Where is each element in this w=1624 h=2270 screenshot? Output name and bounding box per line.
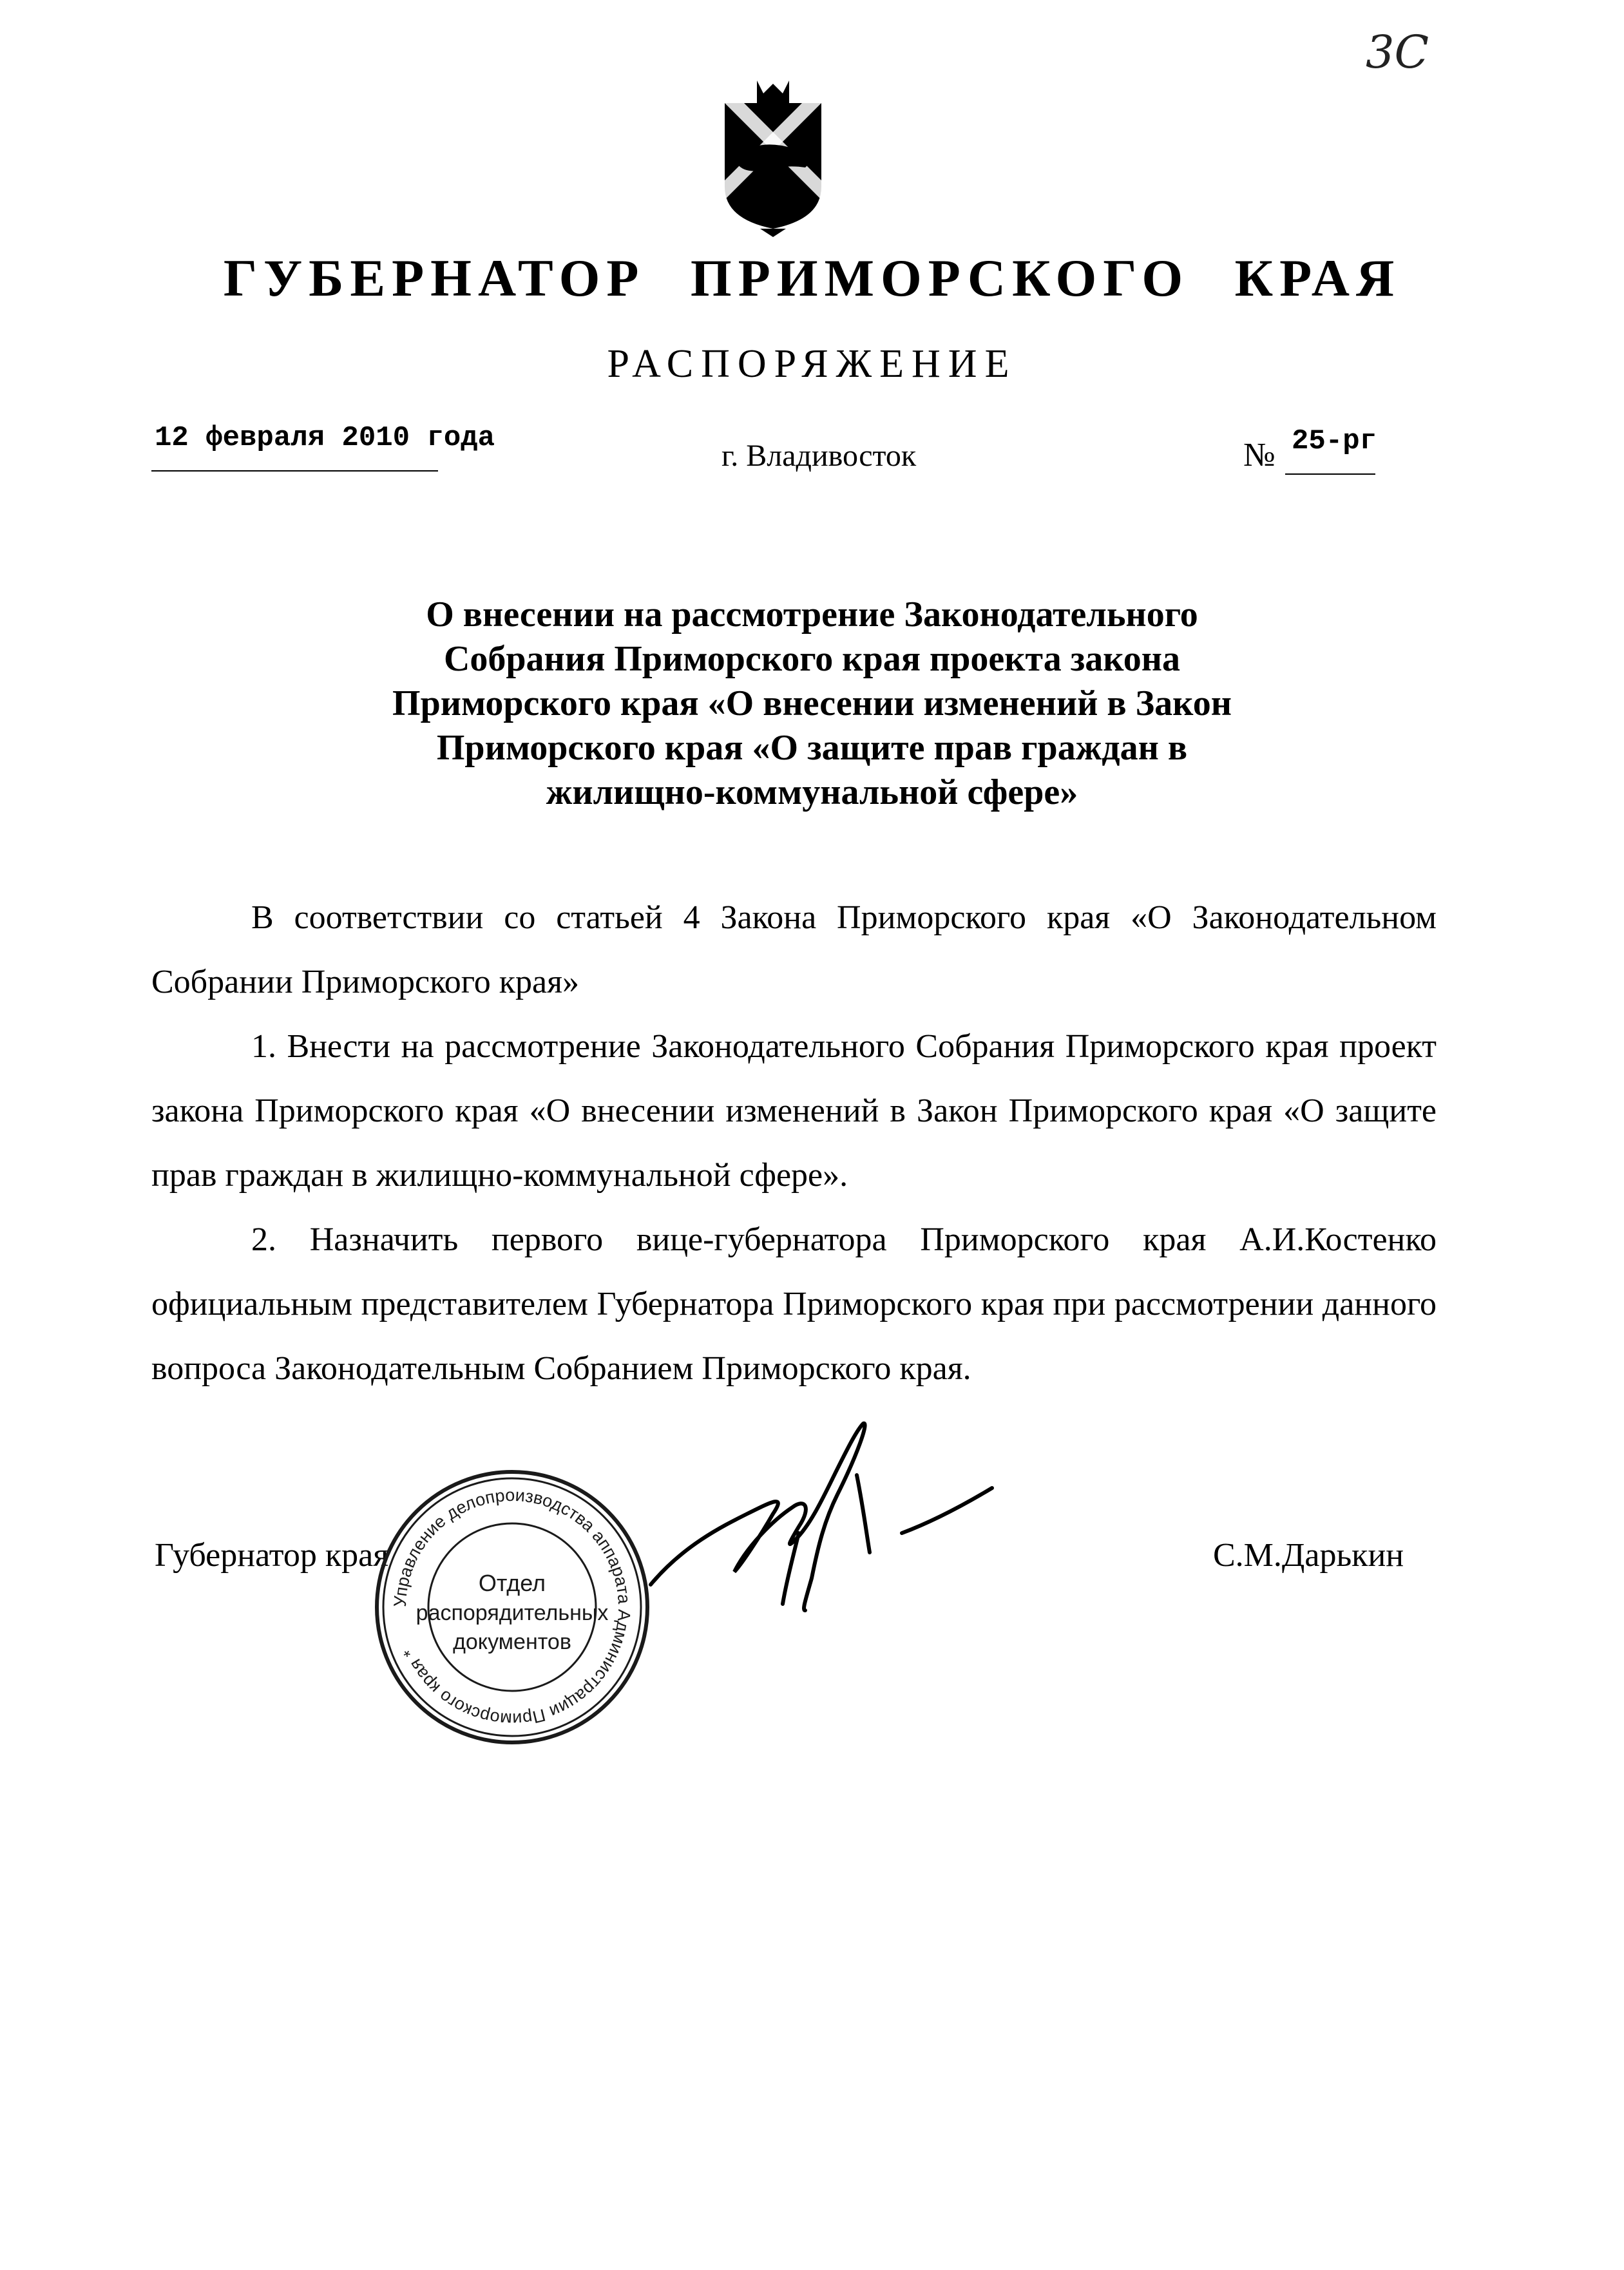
- clause-1-paragraph: [151, 1015, 1437, 1208]
- document-title: [0, 593, 1624, 815]
- stamp-center-line: распорядительных: [416, 1601, 609, 1625]
- stamp-ring-text: Управление делопроизводства аппарата Администрации Приморского края *: [390, 1485, 635, 1730]
- title-line: жилищно-коммунальной сфере»: [546, 772, 1078, 812]
- title-line: О внесении на рассмотрение Законодательного: [426, 595, 1198, 634]
- clause-2-paragraph: [151, 1208, 1437, 1401]
- paragraph-text: В соответствии со статьей 4 Закона Приморского края «О Законодательном Собрании Приморского края»: [151, 899, 1437, 1000]
- title-line: Приморского края «О защите прав граждан в: [436, 728, 1188, 768]
- paragraph-text: 1. Внести на рассмотрение Законодательного Собрания Приморского края проект закона Приморского края «О внесении изменений в Закон Приморского края «О защите прав граждан в жилищно-коммунальной сфере».: [151, 1028, 1437, 1194]
- title-line: Приморского края «О внесении изменений в Закон: [392, 683, 1232, 723]
- title-line: Собрания Приморского края проекта закона: [443, 639, 1181, 679]
- document-number: 25-рг: [1292, 425, 1377, 457]
- signatory-name: С.М.Дарькин: [1213, 1537, 1404, 1574]
- document-city: г. Владивосток: [721, 439, 917, 473]
- document-date: 12 февраля 2010 года: [155, 422, 495, 454]
- document-type: РАСПОРЯЖЕНИЕ: [607, 342, 1017, 386]
- coat-of-arms-icon: [721, 77, 825, 238]
- issuing-authority: ГУБЕРНАТОР ПРИМОРСКОГО КРАЯ: [223, 249, 1401, 307]
- number-underline: [1285, 473, 1375, 475]
- number-sign: №: [1243, 437, 1275, 473]
- page-number-handwritten: 3C: [1366, 26, 1429, 79]
- handwritten-signature-icon: [644, 1417, 1031, 1636]
- date-underline: [151, 470, 438, 472]
- paragraph-text: 2. Назначить первого вице-губернатора Приморского края А.И.Костенко официальным представителем Губернатора Приморского края при рассмотрении данного вопроса Законодательным Собранием Приморского края.: [151, 1221, 1437, 1387]
- stamp-center-line: Отдел: [478, 1570, 546, 1596]
- official-stamp-icon: [370, 1465, 654, 1749]
- preamble-paragraph: [151, 886, 1437, 1015]
- signatory-role: Губернатор края: [155, 1537, 389, 1574]
- stamp-center-line: документов: [453, 1630, 571, 1654]
